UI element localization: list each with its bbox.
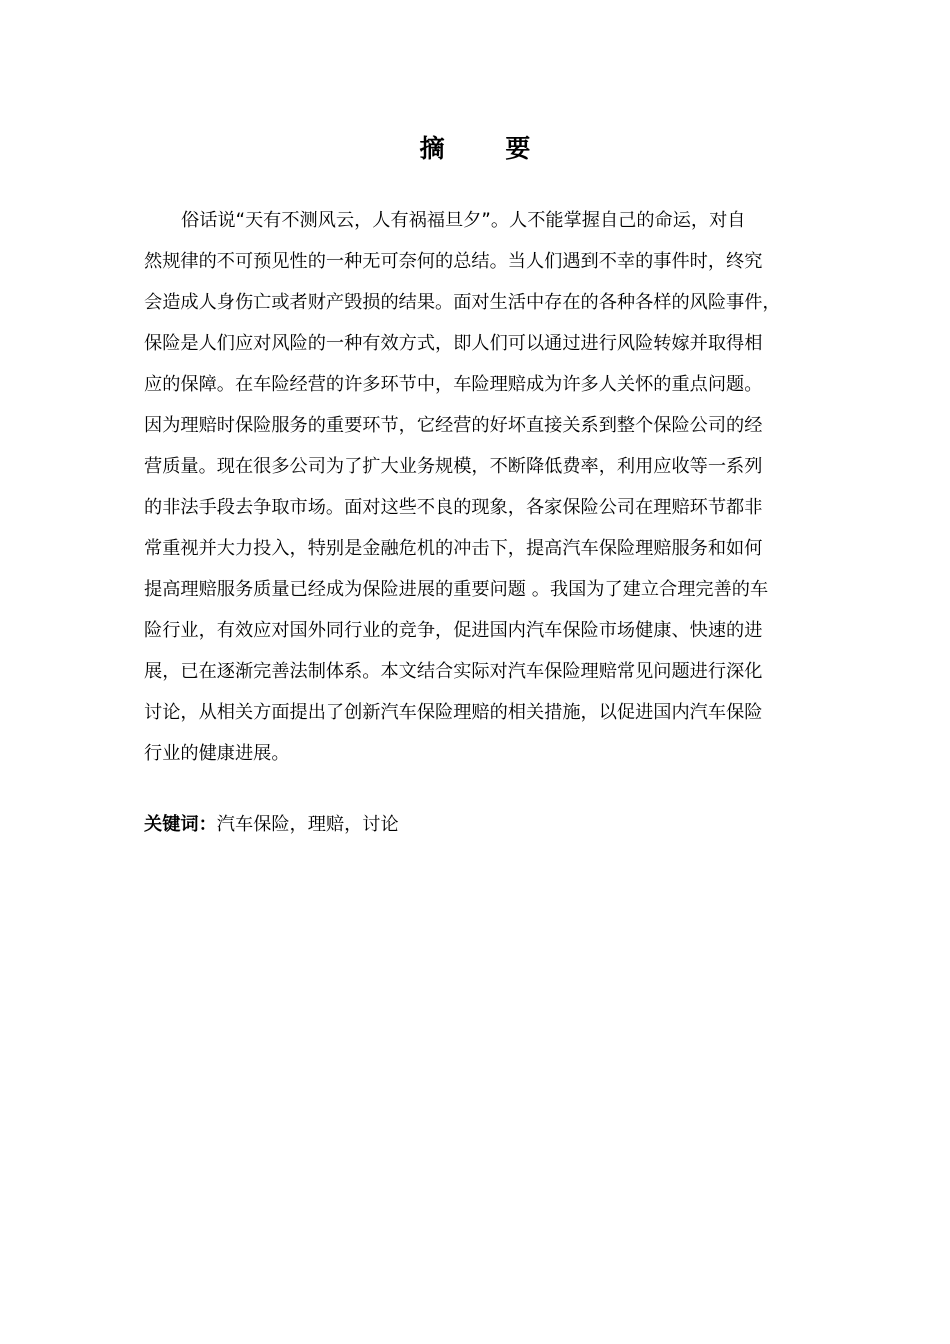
abstract-line: 因为理赔时保险服务的重要环节，它经营的好坏直接关系到整个保险公司的经: [144, 415, 763, 436]
abstract-line: 讨论，从相关方面提出了创新汽车保险理赔的相关措施，以促进国内汽车保险: [144, 702, 763, 723]
abstract-line: 会造成人身伤亡或者财产毁损的结果。面对生活中存在的各种各样的风险事件，: [144, 292, 781, 313]
abstract-line: 行业的健康进展。: [144, 743, 290, 764]
abstract-line: 营质量。现在很多公司为了扩大业务规模，不断降低费率，利用应收等一系列: [144, 456, 763, 477]
abstract-line: 俗话说“天有不测风云，人有祸福旦夕”。人不能掌握自己的命运，对自: [181, 210, 746, 231]
keywords-label: 关键词：: [144, 814, 217, 835]
abstract-line: 提高理赔服务质量已经成为保险进展的重要问题 。我国为了建立合理完善的车: [144, 579, 769, 600]
abstract-line: 展，已在逐渐完善法制体系。本文结合实际对汽车保险理赔常见问题进行深化: [144, 661, 763, 682]
abstract-body: [144, 200, 810, 774]
abstract-line: 然规律的不可预见性的一种无可奈何的总结。当人们遇到不幸的事件时，终究: [144, 251, 763, 272]
keywords: [144, 808, 399, 842]
abstract-line: 险行业，有效应对国外同行业的竞争，促进国内汽车保险市场健康、快速的进: [144, 620, 763, 641]
abstract-line: 的非法手段去争取市场。面对这些不良的现象，各家保险公司在理赔环节都非: [144, 497, 763, 518]
abstract-line: 应的保障。在车险经营的许多环节中，车险理赔成为许多人关怀的重点问题。: [144, 374, 763, 395]
keywords-value: 汽车保险，理赔，讨论: [216, 814, 399, 835]
abstract-line: 保险是人们应对风险的一种有效方式，即人们可以通过进行风险转嫁并取得相: [144, 333, 763, 354]
abstract-title: 摘 要: [419, 134, 557, 163]
abstract-line: 常重视并大力投入，特别是金融危机的冲击下，提高汽车保险理赔服务和如何: [144, 538, 763, 559]
